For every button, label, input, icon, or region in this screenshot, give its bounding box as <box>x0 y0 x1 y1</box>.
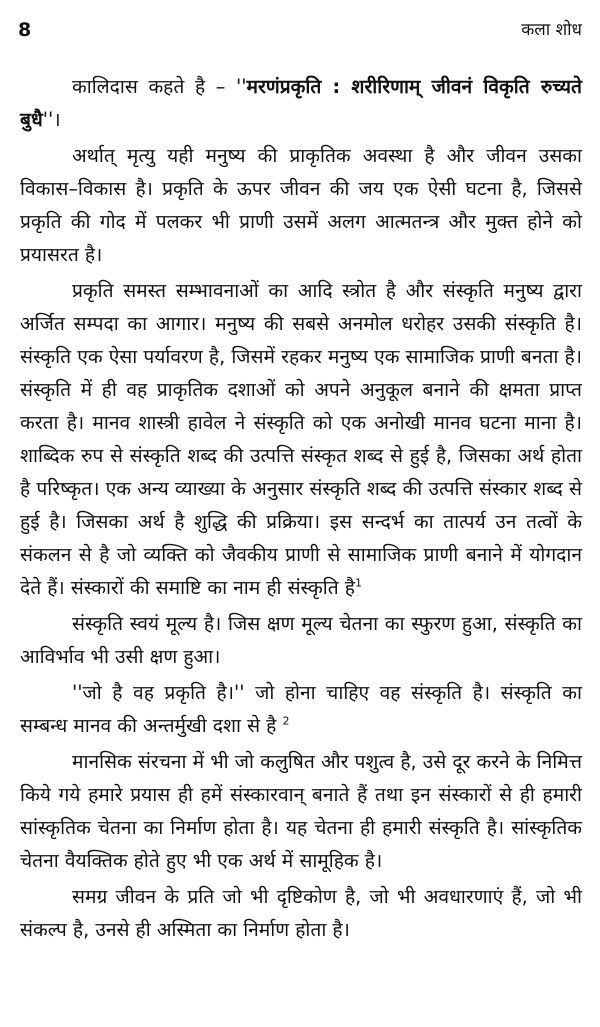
paragraph <box>20 274 582 604</box>
paragraph <box>20 139 582 271</box>
quote-intro: कालिदास कहते है – '' <box>72 75 247 98</box>
page-number: 8 <box>18 19 32 41</box>
sanskrit-quote: मरणंप्रकृति : शरीरिणाम् जीवनं विकृति रुच्यते बुधै <box>20 75 582 131</box>
paragraph-text: समग्र जीवन के प्रति जो भी दृष्टिकोण है, जो भी अवधारणाएं हैं, जो भी संकल्प है, उनसे ही अस्मिता का निर्माण होता है। <box>20 885 582 941</box>
footnote-marker: 1 <box>354 576 362 590</box>
body-text <box>20 70 582 949</box>
paragraph-text: अर्थात् मृत्यु यही मनुष्य की प्राकृतिक अवस्था है और जीवन उसका विकास–विकास है। प्रकृति के ऊपर जीवन की जय एक ऐसी घटना है, जिससे प्रकृति की गोद में पलकर भी प्राणी उसमें अलग आत्मतन्त्र और मुक्त होने को प्रयासरत है। <box>20 144 582 266</box>
paragraph <box>20 880 582 946</box>
paragraph-text: ''जो है वह प्रकृति है।'' जो होना चाहिए वह संस्कृति है। संस्कृति का सम्बन्ध मानव की अन्तर्मुखी दशा से है <box>20 681 582 737</box>
footnote-marker: 2 <box>282 714 290 728</box>
paragraph-text: प्रकृति समस्त सम्भावनाओं का आदि स्त्रोत है और संस्कृति मनुष्य द्वारा अर्जित सम्पदा का आगार। मनुष्य की सबसे अनमोल धरोहर उसकी संस्कृति है। संस्कृति एक ऐसा पर्यावरण है, जिसमें रहकर मनुष्य एक सामाजिक प्राणी बनता है। संस्कृति में ही वह प्राकृतिक दशाओं को अपने अनुकूल बनाने की क्षमता प्राप्त करता है। मानव शास्त्री हावेल ने संस्कृति को एक अनोखी मानव घटना माना है। शाब्दिक रुप से संस्कृति शब्द की उत्पत्ति संस्कृत शब्द से हुई है, जिसका अर्थ होता है परिष्कृत। एक अन्य व्याख्या के अनुसार संस्कृति शब्द की उत्पत्ति संस्कार शब्द से हुई है। जिसका अर्थ है शुद्धि की प्रक्रिया। इस सन्दर्भ का तात्पर्य उन तत्वों के संकलन से है जो व्यक्ति को जैवकीय प्राणी से सामाजिक प्राणी बनाने में योगदान देते हैं। संस्कारों की समाष्टि का नाम ही संस्कृति है <box>20 279 582 599</box>
paragraph <box>20 745 582 877</box>
paragraph <box>20 607 582 673</box>
paragraph <box>20 676 582 742</box>
running-head-title: कला शोध <box>521 20 582 40</box>
paragraph-quote <box>20 70 582 136</box>
paragraph-text: संस्कृति स्वयं मूल्य है। जिस क्षण मूल्य चेतना का स्फुरण हुआ, संस्कृति का आविर्भाव भी उसी क्षण हुआ। <box>20 612 582 668</box>
paragraph-text: मानसिक संरचना में भी जो कलुषित और पशुत्व है, उसे दूर करने के निमित्त किये गये हमारे प्रयास ही हमें संस्कारवान् बनाते हैं तथा इन संस्कारों से ही हमारी सांस्कृतिक चेतना का निर्माण होता है। यह चेतना ही हमारी संस्कृति है। सांस्कृतिक चेतना वैयक्तिक होते हुए भी एक अर्थ में सामूहिक है। <box>20 750 582 872</box>
quote-close: ''। <box>42 108 61 131</box>
